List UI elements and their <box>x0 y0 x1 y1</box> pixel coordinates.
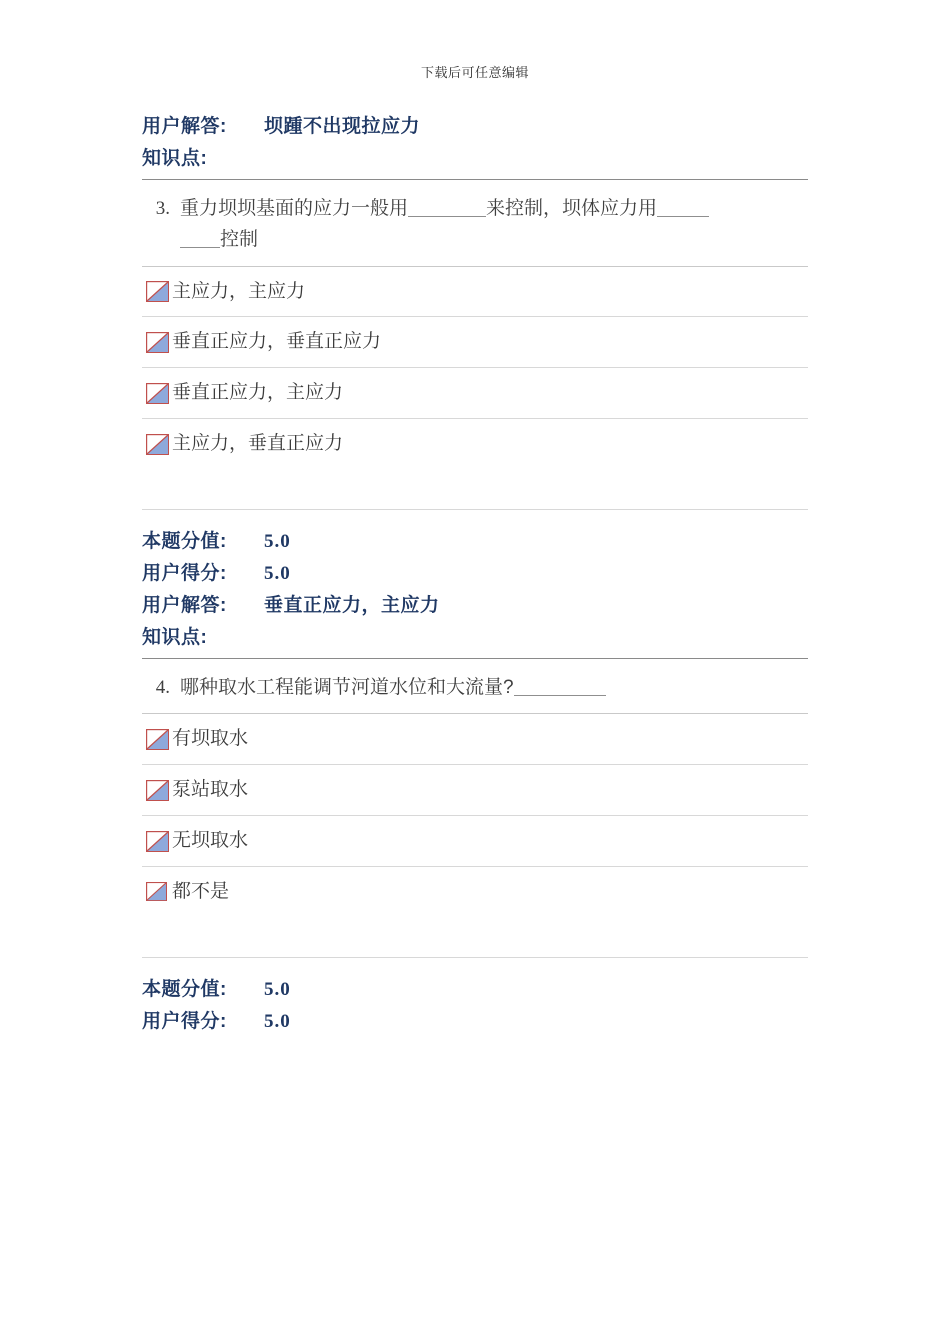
question-3-user-score-row <box>142 564 808 583</box>
question-3-option-2[interactable] <box>142 317 808 367</box>
question-4 <box>142 659 808 714</box>
question-4-text-part1: 哪种取水工程能调节河道水位和大流量? <box>180 676 514 698</box>
question-4-score-value: 5.0 <box>264 978 291 1000</box>
question-3-user-answer-row <box>142 596 808 615</box>
choice-icon[interactable] <box>146 281 169 302</box>
score-value-label: 本题分值: <box>142 978 227 1000</box>
question-3-blank-2b <box>180 229 220 248</box>
question-3-text-part2: 来控制，坝体应力用 <box>486 198 658 219</box>
question-3-option-2-label: 垂直正应力，垂直正应力 <box>172 331 382 353</box>
score-value-label: 本题分值: <box>142 530 227 552</box>
question-3-blank-2a <box>657 198 709 217</box>
question-3-user-score-value: 5.0 <box>264 562 291 584</box>
question-4-option-3-label: 无坝取水 <box>172 830 249 852</box>
question-3-blank-1 <box>408 198 486 217</box>
question-4-user-score-row <box>142 1012 808 1031</box>
choice-icon[interactable] <box>146 434 169 455</box>
knowledge-point-row-top <box>142 149 808 168</box>
user-answer-value: 坝踵不出现拉应力 <box>264 116 421 137</box>
choice-icon[interactable] <box>146 831 169 852</box>
choice-icon[interactable] <box>146 882 169 903</box>
page-header-note: 下载后可任意编辑 <box>420 65 529 80</box>
question-4-option-4[interactable] <box>142 867 808 917</box>
question-4-option-2-label: 泵站取水 <box>172 779 249 801</box>
user-score-label: 用户得分: <box>142 1010 227 1032</box>
question-3-user-answer-value: 垂直正应力，主应力 <box>264 594 440 616</box>
question-4-text <box>180 673 808 704</box>
question-3-number: 3. <box>155 198 170 219</box>
question-3-score-row <box>142 532 808 551</box>
knowledge-point-label: 知识点: <box>142 148 208 169</box>
question-3-option-1-label: 主应力，主应力 <box>172 280 306 302</box>
question-3-knowledge-point-row <box>142 628 808 647</box>
user-answer-label: 用户解答: <box>142 594 227 616</box>
choice-icon[interactable] <box>146 729 169 750</box>
knowledge-point-label: 知识点: <box>142 626 208 648</box>
question-3-option-1[interactable] <box>142 267 808 317</box>
question-3-text-part1: 重力坝坝基面的应力一般用 <box>180 198 409 219</box>
question-4-option-2[interactable] <box>142 765 808 815</box>
question-4-option-3[interactable] <box>142 816 808 866</box>
question-3-option-3-label: 垂直正应力，主应力 <box>172 382 344 404</box>
document-content <box>0 81 950 1031</box>
user-score-label: 用户得分: <box>142 562 227 584</box>
choice-icon[interactable] <box>146 332 169 353</box>
question-4-number: 4. <box>155 676 170 698</box>
choice-icon[interactable] <box>146 383 169 404</box>
user-answer-row-top <box>142 117 808 136</box>
question-4-option-1-label: 有坝取水 <box>172 728 249 750</box>
question-4-blank-1 <box>514 677 606 696</box>
question-3-text <box>180 194 808 256</box>
question-4-option-1[interactable] <box>142 714 808 764</box>
question-3-score-value: 5.0 <box>264 530 291 552</box>
question-4-score-row <box>142 980 808 999</box>
question-3-option-4[interactable] <box>142 419 808 469</box>
question-3 <box>142 180 808 266</box>
question-4-option-4-label: 都不是 <box>172 880 230 902</box>
choice-icon[interactable] <box>146 780 169 801</box>
question-3-option-4-label: 主应力，垂直正应力 <box>172 432 344 454</box>
question-3-text-part3: 控制 <box>220 228 259 250</box>
user-answer-label: 用户解答: <box>142 116 227 137</box>
question-3-option-3[interactable] <box>142 368 808 418</box>
question-4-user-score-value: 5.0 <box>264 1010 291 1032</box>
